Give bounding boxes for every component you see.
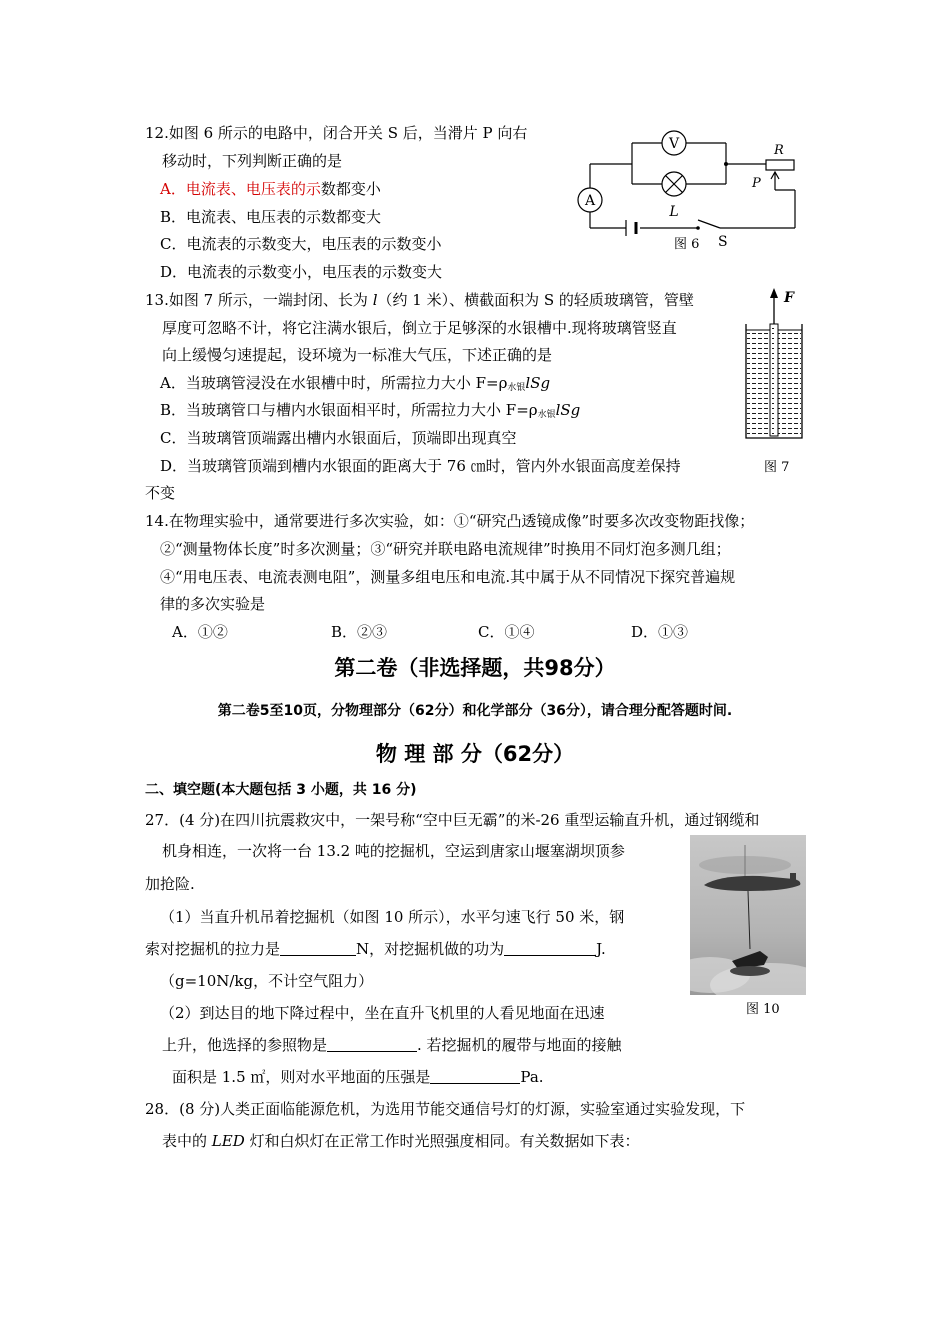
q27-blank-reference[interactable] [327,1037,417,1052]
q14-option-d: D．①③ [631,623,689,641]
q14-line1: 14.在物理实验中，通常要进行多次实验，如：①“研究凸透镜成像”时要多次改变物距找像； [145,512,755,530]
q13-option-a [160,372,550,393]
q12-option-a [160,178,381,199]
q27-text: J. [596,940,606,958]
q27-part2-line1: （2）到达目的地下降过程中，坐在直升飞机里的人看见地面在迅速 [160,1004,605,1022]
physics-section-title: 物 理 部 分（62分） [375,742,575,766]
q13-a-text: A．当玻璃管浸没在水银槽中时，所需拉力大小 F=ρ [160,374,508,392]
q28-line1: 28．(8 分)人类正面临能源危机，为选用节能交通信号灯的灯源，实验室通过实验发现，下 [145,1100,746,1118]
q12-stem-line2: 移动时，下列判断正确的是 [162,152,343,170]
q27-part1-note: （g=10N/kg，不计空气阻力） [160,972,374,990]
helicopter-photo-figure-10 [690,835,806,995]
q28-text: 表中的 [162,1132,212,1150]
q12-option-d: D．电流表的示数变小，电压表的示数变大 [160,263,443,281]
q13-option-c: C．当玻璃管顶端露出槽内水银面后，顶端即出现真空 [160,429,517,447]
q27-part2-line3 [172,1066,544,1087]
q13-b-text: B．当玻璃管口与槽内水银面相平时，所需拉力大小 F=ρ [160,401,538,419]
q12-option-b: B．电流表、电压表的示数都变大 [160,208,382,226]
q13-option-d-line1: D．当玻璃管顶端到槽内水银面的距离大于 76 ㎝时，管内外水银面高度差保持 [160,457,681,475]
q12-option-c: C．电流表的示数变大，电压表的示数变小 [160,235,442,253]
q14-line3: ④“用电压表、电流表测电阻”，测量多组电压和电流.其中属于从不同情况下探究普遍规 [160,568,736,586]
q27-blank-force[interactable] [280,941,356,956]
q27-text: Pa. [520,1068,544,1086]
figure-7-caption: 图 7 [764,460,790,475]
q28-led-term: LED [211,1132,245,1150]
part2-note: 第二卷5至10页，分物理部分（62分）和化学部分（36分），请合理分配答题时间. [217,703,733,719]
figure-6-caption: 图 6 [674,237,700,252]
q14-option-a: A．①② [172,623,228,641]
q14-line2: ②“测量物体长度”时多次测量；③“研究并联电路电流规律”时换用不同灯泡多测几组； [160,540,731,558]
q12-option-a-rest: 数都变小 [320,180,381,198]
q13-length-symbol: l [372,291,378,309]
q13-stem-part: 13.如图 7 所示，一端封闭、长为 [145,291,373,309]
q13-a-formula: lSg [525,374,551,392]
q27-part2-line2 [162,1034,622,1055]
q14-line4: 律的多次实验是 [160,595,266,613]
q13-stem-line2: 厚度可忽略不计，将它注满水银后，倒立于足够深的水银槽中.现将玻璃管竖直 [162,319,677,337]
q13-stem-line1 [145,289,694,310]
q27-text: 索对挖掘机的拉力是 [145,940,281,958]
switch-label: S [718,234,728,250]
mercury-tank-figure-7 [740,286,810,476]
rheostat-label: R [774,143,784,158]
q27-line2: 机身相连，一次将一台 13.2 吨的挖掘机，空运到唐家山堰塞湖坝顶参 [162,842,625,860]
q27-part1-line1: （1）当直升机吊着挖掘机（如图 10 所示），水平匀速飞行 50 米，钢 [160,908,625,926]
fill-in-section-heading: 二、填空题(本大题包括 3 小题，共 16 分) [145,782,417,798]
circuit-diagram-figure-6 [570,124,805,252]
q27-text: 面积是 1.5 ㎡，则对水平地面的压强是 [172,1068,431,1086]
slider-label: P [752,176,761,191]
q14-option-c: C．①④ [478,623,535,641]
ammeter-label: A [584,193,596,209]
voltmeter-label: V [668,136,680,152]
q12-option-a-highlight: A．电流表、电压表的示 [160,180,321,198]
q13-b-formula: lSg [555,401,581,419]
q27-line1: 27．(4 分)在四川抗震救灾中，一架号称“空中巨无霸”的米-26 重型运输直升机，通过钢缆和 [145,811,760,829]
q12-stem-line1: 12.如图 6 所示的电路中，闭合开关 S 后，当滑片 P 向右 [145,124,528,142]
q27-blank-work[interactable] [504,941,596,956]
q13-option-d-line2: 不变 [145,484,176,502]
q27-text: 上升，他选择的参照物是 [162,1036,328,1054]
q13-stem-part: （约 1 米）、横截面积为 S 的轻质玻璃管，管壁 [377,291,694,309]
q13-b-subscript: 水银 [537,410,556,420]
q14-option-b: B．②③ [331,623,388,641]
q27-blank-pressure[interactable] [430,1069,520,1084]
q13-option-b [160,399,580,420]
q27-text: . 若挖掘机的履带与地面的接触 [417,1036,622,1054]
force-label: F [784,290,794,306]
q28-line2 [162,1130,640,1151]
figure-10-caption: 图 10 [746,1002,780,1017]
q27-text: N，对挖掘机做的功为 [356,940,505,958]
q13-a-subscript: 水银 [507,383,526,393]
q28-text: 灯和白炽灯在正常工作时光照强度相同。有关数据如下表： [244,1132,640,1150]
q27-line3: 加抢险. [145,875,195,893]
part2-title: 第二卷（非选择题，共98分） [334,656,616,680]
lamp-label: L [669,204,679,220]
q27-part1-line2 [145,938,606,959]
q13-stem-line3: 向上缓慢匀速提起，设环境为一标准大气压，下述正确的是 [162,346,553,364]
